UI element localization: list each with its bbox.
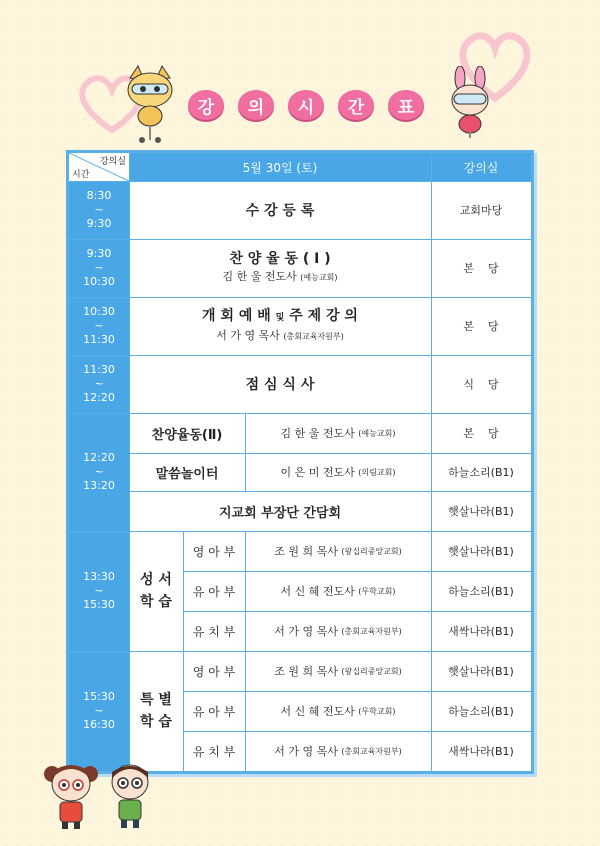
time-start: 11:30	[83, 363, 115, 376]
grid-line	[183, 731, 531, 732]
grid-line	[69, 413, 531, 414]
session-speaker	[245, 531, 431, 571]
time-end: 9:30	[86, 217, 112, 230]
title-char: 강	[188, 90, 224, 120]
title-char: 표	[388, 90, 424, 120]
room-cell: 식 당	[463, 378, 499, 391]
room-cell: 본 당	[463, 320, 499, 333]
session-title: 찬 양 율 동 ( I )	[229, 250, 331, 267]
session-registration: 수 강 등 록	[245, 203, 315, 219]
room-header: 강의실	[431, 153, 531, 181]
speaker-name: 김 한 울 전도사	[280, 427, 355, 440]
time-start: 12:20	[83, 451, 115, 464]
group-label-a: 성 서	[140, 572, 172, 588]
corner-room-label: 강의실	[99, 157, 126, 167]
time-sep: ~	[94, 203, 104, 216]
grid-line	[69, 531, 531, 532]
session-title	[202, 307, 358, 327]
speaker-name: 서 신 혜 전도사	[280, 705, 355, 718]
session-speaker	[245, 611, 431, 651]
title-char: 시	[288, 90, 324, 120]
time-slot-6	[69, 531, 129, 651]
dept-cell: 유 아 부	[192, 584, 236, 599]
time-end: 13:20	[83, 479, 115, 492]
session-speaker	[245, 731, 431, 771]
time-start: 8:30	[86, 189, 112, 202]
time-slot-7	[69, 651, 129, 771]
time-slot-3	[69, 297, 129, 355]
speaker-name: 조 원 희 목사	[274, 545, 338, 558]
room-cell: 하늘소리(B1)	[448, 705, 514, 718]
session-speaker	[245, 691, 431, 731]
speaker-org: (예능교회)	[358, 428, 396, 438]
speaker-name: 서 신 혜 전도사	[280, 585, 355, 598]
time-start: 15:30	[83, 690, 115, 703]
time-end: 11:30	[83, 333, 115, 346]
group-bible-study	[129, 531, 183, 651]
session-speaker	[245, 413, 431, 453]
schedule-table	[66, 150, 534, 774]
time-slot-4	[69, 355, 129, 413]
grid-line	[69, 181, 531, 182]
speaker-org: (총회교육자원부)	[341, 746, 402, 756]
session-opening-worship	[129, 297, 431, 355]
speaker-org: (의림교회)	[358, 467, 396, 477]
speaker-org: (왕십리중앙교회)	[341, 546, 402, 556]
dept-cell: 유 치 부	[192, 744, 236, 759]
time-start: 10:30	[83, 305, 115, 318]
grid-line	[69, 297, 531, 298]
room-cell: 새싹나라(B1)	[448, 625, 514, 638]
speaker-org: (왕십리중앙교회)	[341, 666, 402, 676]
room-cell: 햇살나라(B1)	[448, 665, 514, 678]
dept-cell: 영 아 부	[192, 664, 236, 679]
session-speaker	[245, 571, 431, 611]
time-sep: ~	[94, 319, 104, 332]
dept-cell: 유 아 부	[192, 704, 236, 719]
session-speaker	[245, 651, 431, 691]
session-speaker	[245, 453, 431, 491]
speaker-name: 서 가 영 목사	[274, 625, 338, 638]
time-start: 13:30	[83, 570, 115, 583]
session-lunch: 점 심 식 사	[245, 377, 315, 393]
speaker-org: (총회교육자원부)	[283, 331, 344, 341]
time-sep: ~	[94, 704, 104, 717]
speaker-org: (총회교육자원부)	[341, 626, 402, 636]
room-cell: 햇살나라(B1)	[448, 545, 514, 558]
session-speaker	[216, 327, 343, 346]
time-sep: ~	[94, 584, 104, 597]
grid-line	[69, 355, 531, 356]
page-title	[180, 86, 440, 126]
title-join: 및	[275, 312, 285, 323]
corner-cell	[69, 153, 129, 181]
speaker-org: (무학교회)	[358, 586, 396, 596]
girl-mascot-icon	[42, 760, 100, 830]
room-cell: 햇살나라(B1)	[448, 505, 514, 518]
time-sep: ~	[94, 465, 104, 478]
grid-line	[183, 571, 531, 572]
session-praise-2: 찬양율동(Ⅱ)	[151, 427, 223, 443]
time-slot-5	[69, 413, 129, 531]
rabbit-mascot-icon	[440, 66, 500, 140]
grid-line	[245, 413, 246, 491]
grid-line	[183, 611, 531, 612]
title-part-a: 개 회 예 배	[202, 307, 271, 324]
session-leaders-meeting: 지교회 부장단 간담회	[218, 505, 342, 521]
room-cell: 교회마당	[459, 204, 503, 217]
session-speaker	[223, 268, 338, 287]
room-cell: 하늘소리(B1)	[448, 466, 514, 479]
corner-time-label: 시간	[72, 170, 90, 180]
title-part-b: 주 제 강 의	[289, 307, 358, 324]
room-cell: 하늘소리(B1)	[448, 585, 514, 598]
time-end: 15:30	[83, 598, 115, 611]
speaker-name: 서 가 영 목사	[216, 328, 280, 342]
time-sep: ~	[94, 377, 104, 390]
boy-mascot-icon	[104, 760, 156, 830]
time-start: 9:30	[86, 247, 112, 260]
speaker-name: 조 원 희 목사	[274, 665, 338, 678]
speaker-org: (무학교회)	[358, 706, 396, 716]
time-slot-2	[69, 239, 129, 297]
dept-cell: 영 아 부	[192, 544, 236, 559]
time-end: 16:30	[83, 718, 115, 731]
time-sep: ~	[94, 261, 104, 274]
session-praise-1	[129, 239, 431, 297]
grid-line	[129, 453, 531, 454]
room-cell: 본 당	[463, 427, 499, 440]
date-header: 5월 30일 (토)	[129, 153, 431, 181]
title-char: 의	[238, 90, 274, 120]
grid-line	[129, 491, 531, 492]
speaker-name: 서 가 영 목사	[274, 745, 338, 758]
time-slot-1	[69, 181, 129, 239]
grid-line	[129, 153, 130, 771]
time-end: 10:30	[83, 275, 115, 288]
title-char: 간	[338, 90, 374, 120]
grid-line	[69, 239, 531, 240]
grid-line	[69, 651, 531, 652]
session-word-play: 말씀놀이터	[155, 466, 219, 482]
speaker-name: 이 은 미 전도사	[280, 466, 355, 479]
speaker-name: 김 한 울 전도사	[222, 269, 297, 283]
group-label-b: 학 습	[140, 594, 172, 610]
group-special-study	[129, 651, 183, 771]
group-label-a: 특 별	[140, 692, 172, 708]
dept-cell: 유 치 부	[192, 624, 236, 639]
room-cell: 본 당	[463, 262, 499, 275]
grid-line	[431, 153, 432, 771]
speaker-org: (예능교회)	[300, 272, 338, 282]
room-cell: 새싹나라(B1)	[448, 745, 514, 758]
group-label-b: 학 습	[140, 714, 172, 730]
time-end: 12:20	[83, 391, 115, 404]
cat-mascot-icon	[120, 64, 180, 144]
grid-line	[183, 691, 531, 692]
